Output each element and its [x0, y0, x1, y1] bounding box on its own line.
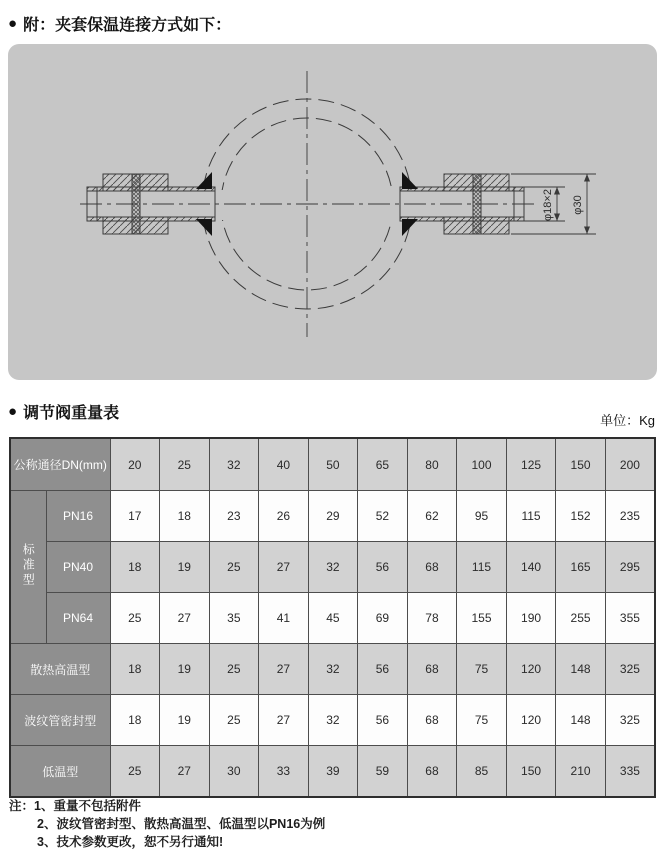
- weight-value: 295: [605, 542, 655, 593]
- weight-value: 27: [259, 695, 309, 746]
- row-label: 散热高温型: [10, 644, 110, 695]
- weight-value: 255: [556, 593, 606, 644]
- section1-heading: [8, 12, 231, 35]
- weight-value: 25: [209, 695, 259, 746]
- dim-label-pipe: φ18×2: [541, 189, 554, 221]
- bullet-icon: ●: [8, 15, 18, 32]
- weight-value: 18: [110, 644, 160, 695]
- weight-value: 120: [506, 695, 556, 746]
- weight-value: 19: [160, 644, 210, 695]
- weight-value: 32: [308, 695, 358, 746]
- weight-value: 325: [605, 644, 655, 695]
- weight-value: 325: [605, 695, 655, 746]
- weight-value: 32: [308, 542, 358, 593]
- jacket-connection-drawing: [8, 44, 657, 380]
- note-line-3: 3、技术参数更改，恕不另行通知!: [37, 835, 224, 849]
- dn-column-value: 32: [209, 438, 259, 491]
- weight-value: 26: [259, 491, 309, 542]
- dn-column-value: 25: [160, 438, 210, 491]
- row-label: 低温型: [10, 746, 110, 798]
- weight-value: 235: [605, 491, 655, 542]
- weight-value: 120: [506, 644, 556, 695]
- row-label: PN16: [46, 491, 110, 542]
- arrow-icon: [584, 174, 590, 182]
- weight-value: 68: [407, 695, 457, 746]
- arrow-icon: [554, 187, 560, 195]
- weight-value: 148: [556, 695, 606, 746]
- weight-value: 152: [556, 491, 606, 542]
- weight-value: 45: [308, 593, 358, 644]
- weight-value: 29: [308, 491, 358, 542]
- weight-table: [9, 437, 656, 798]
- weight-value: 25: [110, 746, 160, 798]
- row-label: PN40: [46, 542, 110, 593]
- weight-value: 69: [358, 593, 408, 644]
- weight-value: 75: [457, 695, 507, 746]
- weight-value: 25: [209, 542, 259, 593]
- weight-value: 27: [259, 542, 309, 593]
- dn-column-value: 40: [259, 438, 309, 491]
- weight-value: 56: [358, 542, 408, 593]
- weight-value: 39: [308, 746, 358, 798]
- arrow-icon: [554, 214, 560, 222]
- weight-value: 27: [259, 644, 309, 695]
- weight-value: 75: [457, 644, 507, 695]
- weight-value: 25: [209, 644, 259, 695]
- dn-column-value: 100: [457, 438, 507, 491]
- section2-title: 调节阀重量表: [23, 405, 120, 422]
- arrow-icon: [584, 227, 590, 235]
- weight-value: 78: [407, 593, 457, 644]
- weight-value: 35: [209, 593, 259, 644]
- weight-value: 140: [506, 542, 556, 593]
- weight-value: 155: [457, 593, 507, 644]
- unit-label: 单位：Kg: [600, 413, 655, 428]
- weight-value: 150: [506, 746, 556, 798]
- group-label-standard: [10, 491, 46, 644]
- weight-value: 19: [160, 695, 210, 746]
- weight-value: 52: [358, 491, 408, 542]
- weight-value: 335: [605, 746, 655, 798]
- weight-value: 95: [457, 491, 507, 542]
- weight-value: 18: [110, 542, 160, 593]
- dim-label-outer: φ30: [571, 195, 584, 215]
- weld-icon: [402, 172, 418, 189]
- dn-header-label: 公称通径DN(mm): [10, 438, 110, 491]
- weight-value: 23: [209, 491, 259, 542]
- weight-value: 210: [556, 746, 606, 798]
- dn-column-value: 20: [110, 438, 160, 491]
- weight-value: 25: [110, 593, 160, 644]
- weight-value: 85: [457, 746, 507, 798]
- weight-value: 56: [358, 644, 408, 695]
- notes: [9, 797, 649, 851]
- dn-column-value: 80: [407, 438, 457, 491]
- dn-column-value: 200: [605, 438, 655, 491]
- weight-value: 41: [259, 593, 309, 644]
- weight-value: 68: [407, 644, 457, 695]
- section2-heading: [8, 400, 119, 423]
- dn-column-value: 65: [358, 438, 408, 491]
- weight-value: 115: [457, 542, 507, 593]
- weight-value: 68: [407, 746, 457, 798]
- group-label-text: 标准型: [21, 543, 36, 588]
- weight-value: 30: [209, 746, 259, 798]
- weight-value: 18: [160, 491, 210, 542]
- weight-value: 19: [160, 542, 210, 593]
- weld-icon: [402, 219, 418, 236]
- weight-value: 27: [160, 746, 210, 798]
- weld-icon: [196, 172, 212, 189]
- bullet-icon: ●: [8, 403, 18, 420]
- dn-column-value: 125: [506, 438, 556, 491]
- weight-value: 59: [358, 746, 408, 798]
- weight-value: 115: [506, 491, 556, 542]
- weight-value: 56: [358, 695, 408, 746]
- note-line-2: 2、波纹管密封型、散热高温型、低温型以PN16为例: [37, 817, 326, 831]
- weld-icon: [196, 219, 212, 236]
- weight-value: 68: [407, 542, 457, 593]
- weight-value: 148: [556, 644, 606, 695]
- weight-value: 18: [110, 695, 160, 746]
- weight-value: 62: [407, 491, 457, 542]
- weight-value: 355: [605, 593, 655, 644]
- weight-value: 190: [506, 593, 556, 644]
- section1-title: 附：夹套保温连接方式如下：: [23, 17, 232, 34]
- weight-value: 17: [110, 491, 160, 542]
- dn-column-value: 50: [308, 438, 358, 491]
- dn-column-value: 150: [556, 438, 606, 491]
- weight-value: 33: [259, 746, 309, 798]
- weight-value: 165: [556, 542, 606, 593]
- note-line-1: 注：1、重量不包括附件: [9, 799, 141, 813]
- row-label: PN64: [46, 593, 110, 644]
- weight-value: 27: [160, 593, 210, 644]
- row-label: 波纹管密封型: [10, 695, 110, 746]
- jacket-connection-diagram: [8, 44, 657, 380]
- weight-value: 32: [308, 644, 358, 695]
